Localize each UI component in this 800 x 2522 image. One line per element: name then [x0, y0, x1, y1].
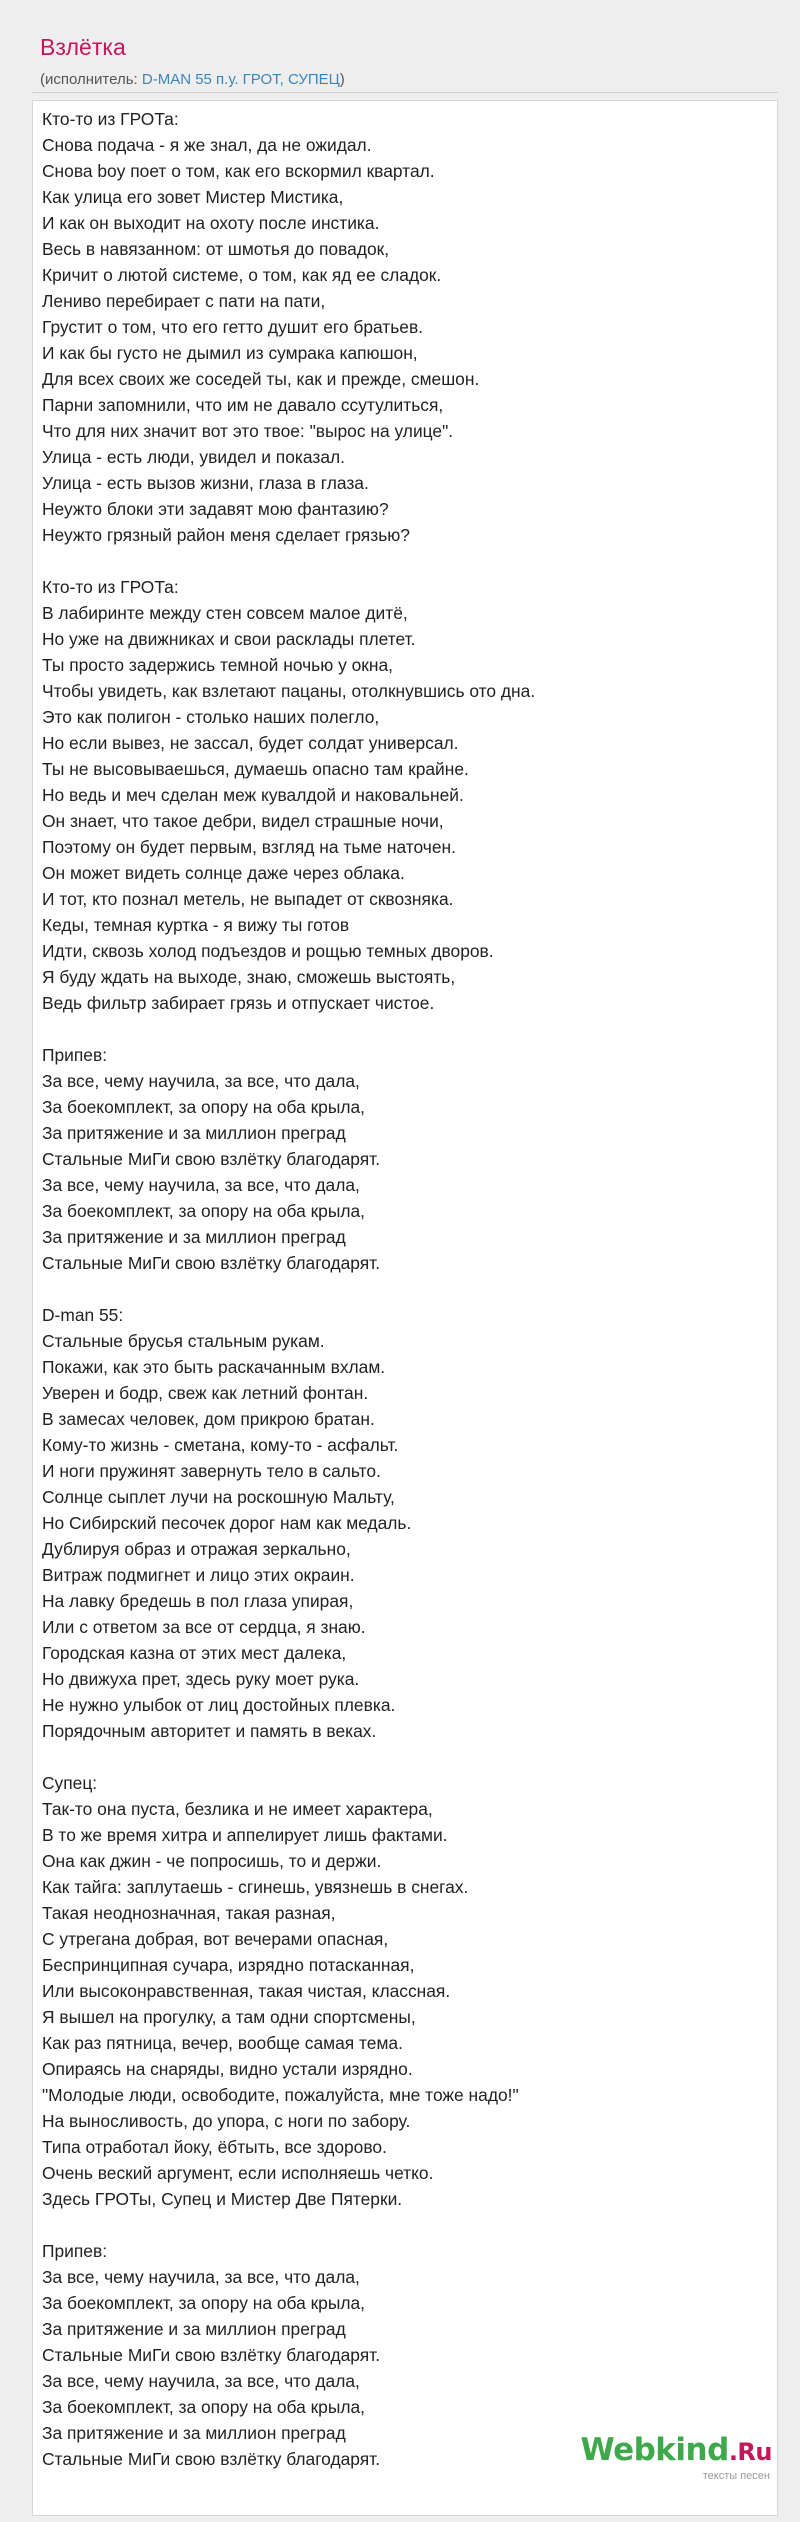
lyric-line: За боекомплект, за опору на оба крыла, [42, 1097, 365, 1117]
lyric-line: Ты просто задержись темной ночью у окна, [42, 655, 394, 675]
lyric-line: Весь в навязанном: от шмотья до повадок, [42, 239, 390, 259]
lyric-line: Снова boy поет о том, как его вскормил квартал. [42, 161, 435, 181]
logo-brand-name: Webkind [580, 2432, 729, 2468]
lyric-line: Как улица его зовет Мистер Мистика, [42, 187, 344, 207]
lyric-line: Она как джин - че попросишь, то и держи. [42, 1851, 382, 1871]
lyric-line: Чтобы увидеть, как взлетают пацаны, отолкнувшись ото дна. [42, 681, 536, 701]
lyric-line: D-man 55: [42, 1305, 124, 1325]
lyric-line: За притяжение и за миллион преград [42, 2423, 346, 2443]
lyric-line: Стальные МиГи свою взлётку благодарят. [42, 1253, 381, 1273]
lyric-line: Но если вывез, не зассал, будет солдат универсал. [42, 733, 459, 753]
lyric-line: Кому-то жизнь - сметана, кому-то - асфальт. [42, 1435, 399, 1455]
stanza-gap [42, 548, 762, 574]
lyric-line: За притяжение и за миллион преград [42, 1123, 346, 1143]
lyric-line: Кто-то из ГРОТа: [42, 109, 179, 129]
lyric-line: Припев: [42, 2241, 108, 2261]
lyric-line: Или с ответом за все от сердца, я знаю. [42, 1617, 366, 1637]
lyric-line: Стальные брусья стальным рукам. [42, 1331, 325, 1351]
lyric-line: Витраж подмигнет и лицо этих окраин. [42, 1565, 355, 1585]
lyric-line: И как бы густо не дымил из сумрака капюшон, [42, 343, 418, 363]
lyric-line: Припев: [42, 1045, 108, 1065]
lyric-line: За все, чему научила, за все, что дала, [42, 2371, 360, 2391]
lyric-line: Опираясь на снаряды, видно устали изрядно. [42, 2059, 413, 2079]
stanza-gap [42, 2212, 762, 2238]
lyric-line: Неужто блоки эти задавят мою фантазию? [42, 499, 389, 519]
lyric-line: За боекомплект, за опору на оба крыла, [42, 2397, 365, 2417]
lyric-line: "Молодые люди, освободите, пожалуйста, мне тоже надо!" [42, 2085, 519, 2105]
lyric-line: За боекомплект, за опору на оба крыла, [42, 2293, 365, 2313]
lyric-line: Беспринципная сучара, изрядно потасканная, [42, 1955, 415, 1975]
performer-link[interactable]: D-MAN 55 п.у. ГРОТ, СУПЕЦ [141, 71, 340, 88]
lyric-line: Порядочным авторитет и память в веках. [42, 1721, 377, 1741]
lyric-line: Стальные МиГи свою взлётку благодарят. [42, 2449, 381, 2469]
performer-prefix: (исполнитель: [40, 71, 142, 88]
lyric-line: Супец: [42, 1773, 98, 1793]
lyric-line: Но уже на движниках и свои расклады плетет. [42, 629, 416, 649]
song-title: Взлётка [40, 34, 126, 60]
lyric-line: Кто-то из ГРОТа: [42, 577, 179, 597]
lyric-line: Солнце сыплет лучи на роскошную Мальту, [42, 1487, 395, 1507]
lyric-line: Типа отработал йоку, ёбтыть, все здорово. [42, 2137, 387, 2157]
lyric-line: Покажи, как это быть раскачанным вхлам. [42, 1357, 386, 1377]
performer-suffix: ) [339, 71, 345, 88]
lyric-line: С утрегана добрая, вот вечерами опасная, [42, 1929, 389, 1949]
lyric-line: Неужто грязный район меня сделает грязью? [42, 525, 410, 545]
lyric-line: Такая неоднозначная, такая разная, [42, 1903, 336, 1923]
lyric-line: Снова подача - я же знал, да не ожидал. [42, 135, 372, 155]
lyric-line: В то же время хитра и аппелирует лишь фактами. [42, 1825, 448, 1845]
lyric-line: Как тайга: заплутаешь - сгинешь, увязнешь в снегах. [42, 1877, 469, 1897]
lyric-line: Кеды, темная куртка - я вижу ты готов [42, 915, 350, 935]
lyric-line: Я буду ждать на выходе, знаю, сможешь выстоять, [42, 967, 456, 987]
lyric-line: Стальные МиГи свою взлётку благодарят. [42, 2345, 381, 2365]
lyric-line: За все, чему научила, за все, что дала, [42, 1071, 360, 1091]
lyric-line: Очень веский аргумент, если исполняешь четко. [42, 2163, 434, 2183]
lyric-line: За притяжение и за миллион преград [42, 1227, 346, 1247]
header-divider [32, 92, 778, 93]
lyric-line: Ведь фильтр забирает грязь и отпускает чистое. [42, 993, 435, 1013]
lyric-line: За все, чему научила, за все, что дала, [42, 2267, 360, 2287]
lyric-line: На лавку бредешь в пол глаза упирая, [42, 1591, 354, 1611]
lyric-line: На выносливость, до упора, с ноги по забору. [42, 2111, 411, 2131]
lyric-line: Улица - есть люди, увидел и показал. [42, 447, 345, 467]
lyric-line: За все, чему научила, за все, что дала, [42, 1175, 360, 1195]
webkind-logo[interactable] [582, 2432, 772, 2482]
performer-line [40, 71, 345, 88]
lyric-line: Дублируя образ и отражая зеркально, [42, 1539, 351, 1559]
lyric-line: В лабиринте между стен совсем малое дитё, [42, 603, 408, 623]
lyric-line: И ноги пружинят завернуть тело в сальто. [42, 1461, 381, 1481]
stanza-gap [42, 1744, 762, 1770]
logo-brand [581, 2432, 773, 2468]
lyric-line: Но движуха прет, здесь руку моет рука. [42, 1669, 360, 1689]
lyric-line: Здесь ГРОТы, Супец и Мистер Две Пятерки. [42, 2189, 403, 2209]
lyric-line: Грустит о том, что его гетто душит его братьев. [42, 317, 424, 337]
lyric-line: Что для них значит вот это твое: "вырос на улице". [42, 421, 454, 441]
lyric-line: Это как полигон - столько наших полегло, [42, 707, 380, 727]
lyrics-text [42, 106, 762, 2472]
lyric-line: Кричит о лютой системе, о том, как яд ее сладок. [42, 265, 442, 285]
lyric-line: Не нужно улыбок от лиц достойных плевка. [42, 1695, 396, 1715]
lyric-line: Поэтому он будет первым, взгляд на тьме наточен. [42, 837, 456, 857]
lyric-line: Как раз пятница, вечер, вообще самая тема. [42, 2033, 403, 2053]
lyric-line: Городская казна от этих мест далека, [42, 1643, 347, 1663]
lyric-line: Для всех своих же соседей ты, как и прежде, смешон. [42, 369, 480, 389]
stanza-gap [42, 1016, 762, 1042]
lyric-line: И тот, кто познал метель, не выпадет от сквозняка. [42, 889, 454, 909]
lyric-line: Улица - есть вызов жизни, глаза в глаза. [42, 473, 369, 493]
lyric-line: Ты не высовываешься, думаешь опасно там крайне. [42, 759, 469, 779]
lyric-line: Уверен и бодр, свеж как летний фонтан. [42, 1383, 369, 1403]
lyric-line: В замесах человек, дом прикрою братан. [42, 1409, 375, 1429]
lyric-line: Он может видеть солнце даже через облака. [42, 863, 405, 883]
logo-tagline: тексты песен [702, 2470, 770, 2482]
lyric-line: Но Сибирский песочек дорог нам как медаль. [42, 1513, 412, 1533]
lyric-line: За боекомплект, за опору на оба крыла, [42, 1201, 365, 1221]
lyric-line: Но ведь и меч сделан меж кувалдой и наковальней. [42, 785, 464, 805]
lyric-line: Идти, сквозь холод подъездов и рощью темных дворов. [42, 941, 494, 961]
lyric-line: Он знает, что такое дебри, видел страшные ночи, [42, 811, 444, 831]
lyric-line: Парни запомнили, что им не давало ссутулиться, [42, 395, 444, 415]
lyric-line: Лениво перебирает с пати на пати, [42, 291, 326, 311]
lyric-line: За притяжение и за миллион преград [42, 2319, 346, 2339]
lyric-line: Или высоконравственная, такая чистая, классная. [42, 1981, 451, 2001]
logo-brand-tld: .Ru [728, 2438, 772, 2466]
lyric-line: Я вышел на прогулку, а там одни спортсмены, [42, 2007, 416, 2027]
lyric-line: И как он выходит на охоту после инстика. [42, 213, 380, 233]
stanza-gap [42, 1276, 762, 1302]
lyric-line: Так-то она пуста, безлика и не имеет характера, [42, 1799, 433, 1819]
lyric-line: Стальные МиГи свою взлётку благодарят. [42, 1149, 381, 1169]
